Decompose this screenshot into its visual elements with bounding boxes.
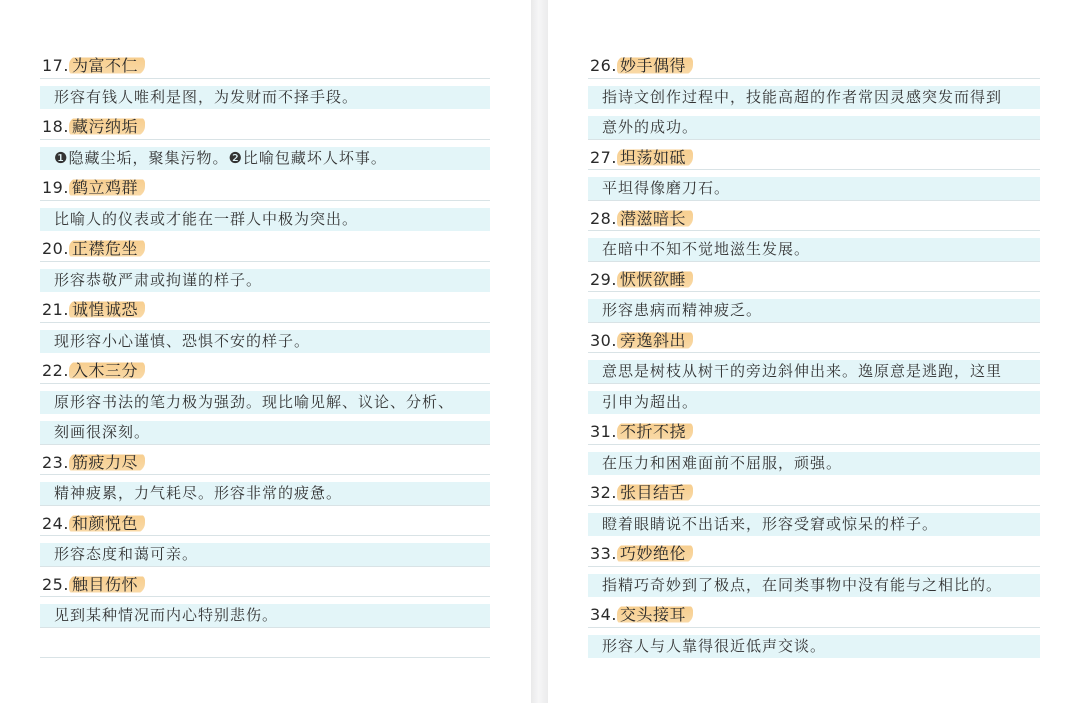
entry-number: 17. (42, 56, 69, 75)
entry-number: 29. (590, 269, 617, 289)
ruled-line (588, 291, 1040, 292)
definition-line: 在暗中不知不觉地滋生发展。 (588, 238, 1040, 261)
definition-line: 比喻人的仪表或才能在一群人中极为突出。 (40, 208, 490, 231)
entry-title (42, 239, 145, 259)
left-notebook-page (0, 0, 531, 703)
ruled-line (40, 139, 490, 140)
ruled-line (40, 535, 490, 536)
entry-title (590, 544, 693, 564)
ruled-line (40, 474, 490, 475)
ruled-line (40, 657, 490, 658)
definition-line: 形容恭敬严肃或拘谨的样子。 (40, 269, 490, 292)
ruled-line (40, 596, 490, 597)
idiom-term-highlight: 恹恹欲睡 (617, 270, 693, 289)
ruled-line (588, 352, 1040, 353)
definition-line: 平坦得像磨刀石。 (588, 177, 1040, 200)
ruled-line (588, 566, 1040, 567)
idiom-term-highlight: 触目伤怀 (69, 575, 145, 594)
entry-number: 18. (42, 117, 69, 136)
entry-number: 28. (590, 208, 617, 228)
idiom-term-highlight: 诚惶诚恐 (69, 300, 145, 319)
entry-title (42, 300, 145, 320)
entry-number: 22. (42, 361, 69, 380)
entry-number: 20. (42, 239, 69, 258)
entry-title (590, 422, 693, 442)
definition-line: 形容人与人靠得很近低声交谈。 (588, 635, 1040, 658)
entry-number: 24. (42, 513, 69, 533)
entry-number: 34. (590, 605, 617, 624)
definition-line: 形容患病而精神疲乏。 (588, 299, 1040, 322)
ruled-line (588, 444, 1040, 445)
entry-number: 19. (42, 178, 69, 197)
entry-title (42, 56, 145, 76)
definition-line: 形容态度和蔼可亲。 (40, 543, 490, 566)
definition-line: 指精巧奇妙到了极点，在同类事物中没有能与之相比的。 (588, 574, 1040, 597)
ruled-line (40, 383, 490, 384)
entry-number: 27. (590, 147, 617, 167)
definition-line: 瞪着眼睛说不出话来，形容受窘或惊呆的样子。 (588, 513, 1040, 536)
definition-line: 见到某种情况而内心特别悲伤。 (40, 604, 490, 627)
idiom-term-highlight: 入木三分 (69, 361, 145, 380)
idiom-term-highlight: 坦荡如砥 (617, 148, 693, 167)
entry-number: 31. (590, 422, 617, 441)
entry-number: 25. (42, 574, 69, 594)
entry-title (590, 270, 693, 290)
entry-title (42, 514, 145, 534)
ruled-line (588, 169, 1040, 170)
entry-title (590, 331, 693, 351)
entry-title (42, 361, 145, 381)
entry-title (590, 483, 693, 503)
idiom-term-highlight: 旁逸斜出 (617, 331, 693, 350)
definition-line: 刻画很深刻。 (40, 421, 490, 444)
entry-number: 33. (590, 544, 617, 563)
idiom-term-highlight: 张目结舌 (617, 483, 693, 502)
entry-title (590, 209, 693, 229)
entry-title (42, 453, 145, 473)
definition-line: 意外的成功。 (588, 116, 1040, 139)
ruled-line (40, 322, 490, 323)
entry-title (42, 178, 145, 198)
idiom-term-highlight: 妙手偶得 (617, 56, 693, 75)
entry-title (590, 148, 693, 168)
definition-line: 形容有钱人唯利是图，为发财而不择手段。 (40, 86, 490, 109)
idiom-term-highlight: 交头接耳 (617, 605, 693, 624)
idiom-term-highlight: 筋疲力尽 (69, 453, 145, 472)
entry-number: 26. (590, 56, 617, 75)
entry-number: 23. (42, 452, 69, 472)
idiom-term-highlight: 不折不挠 (617, 422, 693, 441)
entry-title (42, 117, 145, 137)
ruled-line (40, 261, 490, 262)
definition-line: 现形容小心谨慎、恐惧不安的样子。 (40, 330, 490, 353)
definition-line: 精神疲累，力气耗尽。形容非常的疲惫。 (40, 482, 490, 505)
entry-title (590, 56, 693, 76)
entry-number: 21. (42, 300, 69, 319)
idiom-term-highlight: 鹤立鸡群 (69, 178, 145, 197)
page-gutter (531, 0, 548, 703)
ruled-line (40, 200, 490, 201)
idiom-term-highlight: 潜滋暗长 (617, 209, 693, 228)
ruled-line (588, 627, 1040, 628)
idiom-term-highlight: 正襟危坐 (69, 239, 145, 258)
idiom-term-highlight: 和颜悦色 (69, 514, 145, 533)
ruled-line (588, 230, 1040, 231)
ruled-line (588, 505, 1040, 506)
ruled-line (588, 78, 1040, 79)
ruled-line (40, 78, 490, 79)
idiom-term-highlight: 藏污纳垢 (69, 117, 145, 136)
idiom-term-highlight: 为富不仁 (69, 56, 145, 75)
definition-line: 在压力和困难面前不屈服，顽强。 (588, 452, 1040, 475)
entry-number: 30. (590, 330, 617, 350)
right-notebook-page (548, 0, 1080, 703)
entry-title (42, 575, 145, 595)
idiom-term-highlight: 巧妙绝伦 (617, 544, 693, 563)
definition-line: 引申为超出。 (588, 391, 1040, 414)
definition-line: 指诗文创作过程中，技能高超的作者常因灵感突发而得到 (588, 86, 1040, 109)
entry-title (590, 605, 693, 625)
definition-line: 原形容书法的笔力极为强劲。现比喻见解、议论、分析、 (40, 391, 490, 414)
definition-line: 意思是树枝从树干的旁边斜伸出来。逸原意是逃跑，这里 (588, 360, 1040, 383)
entry-number: 32. (590, 483, 617, 502)
definition-line: ❶隐藏尘垢，聚集污物。❷比喻包藏坏人坏事。 (40, 147, 490, 170)
